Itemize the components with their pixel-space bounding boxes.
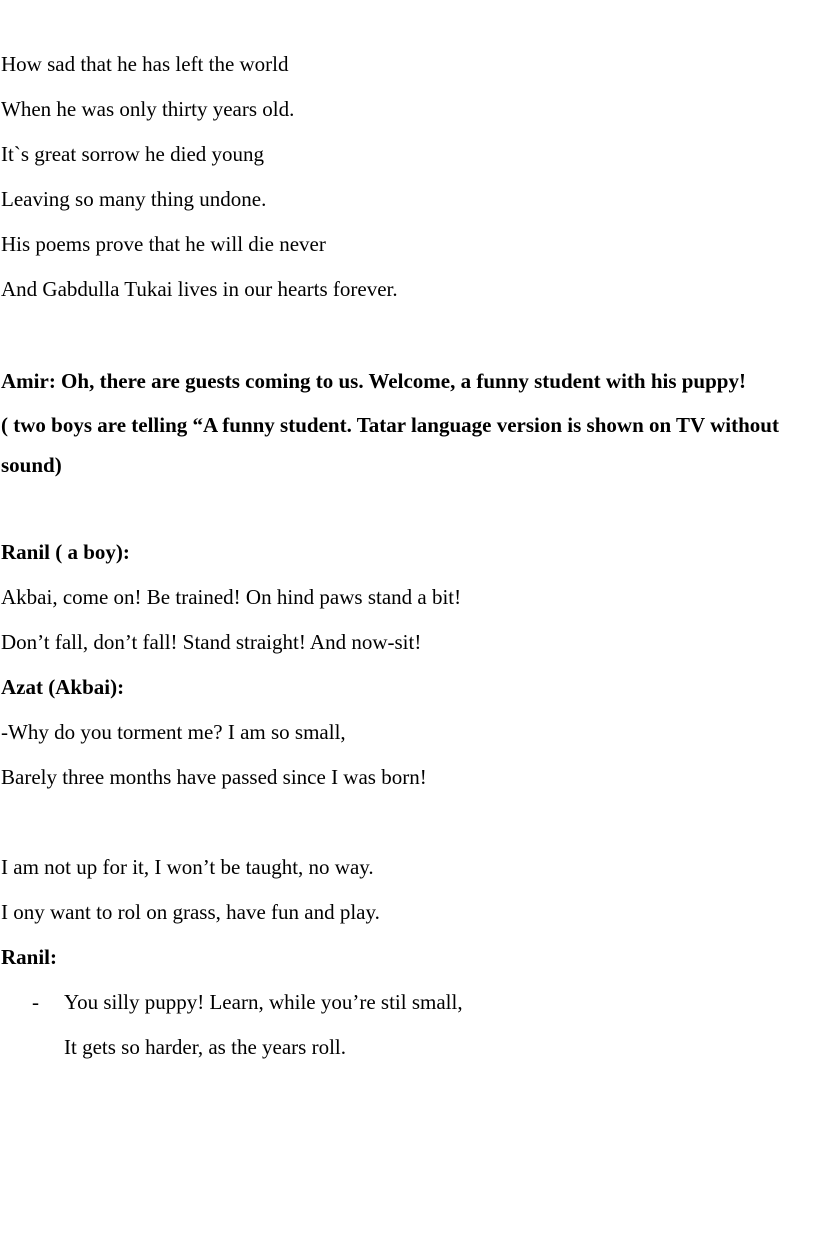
amir-speech: Amir: Oh, there are guests coming to us. Welcome, a funny student with his puppy!	[1, 369, 746, 393]
poem-line: How sad that he has left the world	[1, 52, 289, 76]
dialogue-line: You silly puppy! Learn, while you’re stil small,	[64, 990, 463, 1014]
poem-line: When he was only thirty years old.	[1, 97, 295, 121]
bullet-dash: -	[32, 990, 39, 1014]
poem-line: It`s great sorrow he died young	[1, 142, 265, 166]
dialogue-line: Barely three months have passed since I was born!	[1, 765, 427, 789]
blank-line	[0, 485, 816, 530]
poem-stanza	[0, 42, 816, 312]
speaker-ranil: Ranil ( a boy):	[1, 540, 130, 564]
dialogue-line: Akbai, come on! Be trained! On hind paws stand a bit!	[1, 585, 462, 609]
poem-line: Leaving so many thing undone.	[1, 187, 267, 211]
dialogue-line: Don’t fall, don’t fall! Stand straight! And now-sit!	[1, 630, 422, 654]
poem-line: His poems prove that he will die never	[1, 232, 326, 256]
bullet-item	[0, 980, 816, 1025]
speaker-ranil-2: Ranil:	[1, 945, 58, 969]
poem-line: And Gabdulla Tukai lives in our hearts forever.	[1, 277, 398, 301]
speaker-azat: Azat (Akbai):	[1, 675, 125, 699]
stage-direction: ( two boys are telling “A funny student. Tatar language version is shown on TV without sound)	[1, 413, 779, 477]
blank-line	[0, 800, 816, 845]
dialogue-line: -Why do you torment me? I am so small,	[1, 720, 346, 744]
dialogue-line: I ony want to rol on grass, have fun and play.	[1, 900, 380, 924]
dialogue-line: It gets so harder, as the years roll.	[64, 1035, 346, 1059]
blank-line	[0, 312, 816, 357]
dialogue-line: I am not up for it, I won’t be taught, no way.	[1, 855, 374, 879]
